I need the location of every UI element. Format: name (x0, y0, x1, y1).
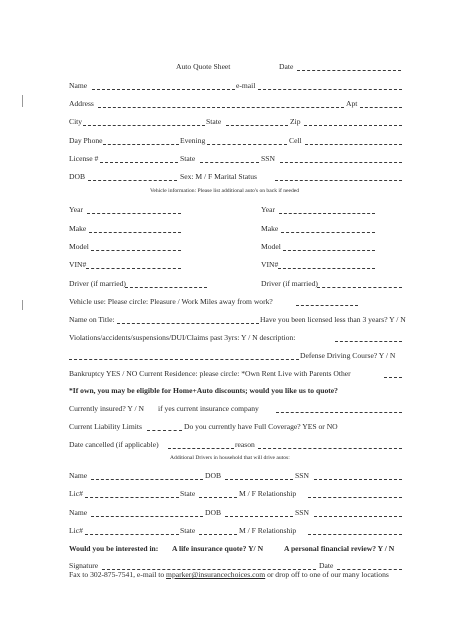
defense-course-question: Defense Driving Course? Y / N (300, 351, 396, 360)
reason-field[interactable] (258, 448, 402, 449)
full-coverage-question: Do you currently have Full Coverage? YES or NO (184, 422, 338, 431)
date-field[interactable] (297, 70, 401, 71)
driver2-ssn-label: SSN (295, 508, 309, 517)
driver1-ssn-field[interactable] (314, 479, 402, 480)
insurance-company-field[interactable] (276, 412, 402, 413)
cell-label: Cell (289, 136, 302, 145)
driver2-name-field[interactable] (91, 516, 203, 517)
bankruptcy-residence-label: Bankruptcy YES / NO Current Residence: please circle: *Own Rent Live with Parents Other (69, 369, 351, 378)
sex-marital-label: Sex: M / F Marital Status (180, 172, 257, 181)
home-auto-discount-note: *If own, you may be eligible for Home+Auto discounts; would you like us to quote? (69, 386, 338, 395)
signature-label: Signature (69, 561, 99, 570)
vin-label-1: VIN# (69, 260, 87, 269)
scan-mark (22, 95, 23, 107)
vin-field-2[interactable] (278, 268, 375, 269)
model-field-1[interactable] (91, 250, 181, 251)
additional-drivers-note: Additional Drivers in household that will drive autos: (170, 455, 290, 461)
date-cancelled-label: Date cancelled (if applicable) (69, 440, 159, 449)
driver1-state-label: State (180, 489, 196, 498)
model-label-1: Model (69, 242, 89, 251)
year-field-1[interactable] (87, 213, 181, 214)
footer-instructions (69, 571, 389, 579)
violations-field-cont[interactable] (69, 359, 299, 360)
year-label-2: Year (261, 205, 275, 214)
year-field-2[interactable] (279, 213, 375, 214)
driver2-state-label: State (180, 526, 196, 535)
violations-label: Violations/accidents/suspensions/DUI/Claims past 3yrs: Y / N description: (69, 333, 296, 342)
evening-field[interactable] (207, 144, 287, 145)
driver2-name-label: Name (69, 508, 88, 517)
vin-field-1[interactable] (86, 268, 181, 269)
driver2-lic-field[interactable] (85, 534, 179, 535)
marital-status-field[interactable] (275, 180, 402, 181)
name-label: Name (69, 81, 88, 90)
footer-email-link[interactable]: mparker@insurancechoices.com (166, 570, 266, 579)
driver1-name-field[interactable] (91, 479, 203, 480)
license-state-field[interactable] (200, 162, 259, 163)
driver2-state-field[interactable] (199, 534, 237, 535)
vehicle-info-note: Vehicle information: Please list additional auto's on back if needed (150, 188, 300, 194)
license-state-label: State (180, 154, 196, 163)
day-phone-label: Day Phone (69, 136, 103, 145)
name-on-title-label: Name on Title: (69, 315, 115, 324)
license-label: License # (69, 154, 99, 163)
interest-label: Would you be interested in: (69, 544, 159, 553)
driver1-lic-field[interactable] (85, 497, 179, 498)
driver-label-1: Driver (if married) (69, 279, 126, 288)
other-residence-field[interactable] (384, 377, 402, 378)
zip-field[interactable] (304, 125, 402, 126)
model-label-2: Model (261, 242, 281, 251)
dob-label: DOB (69, 172, 86, 181)
form-title: Auto Quote Sheet (176, 62, 231, 71)
driver1-ssn-label: SSN (295, 471, 309, 480)
driver2-dob-label: DOB (205, 508, 222, 517)
financial-review-question: A personal financial review? Y / N (284, 544, 395, 553)
driver1-state-field[interactable] (199, 497, 237, 498)
city-label: City (69, 117, 83, 126)
make-field-2[interactable] (281, 232, 375, 233)
make-label-2: Make (261, 224, 279, 233)
scan-mark (22, 300, 23, 310)
driver2-lic-label: Lic# (69, 526, 83, 535)
driver1-relationship-label: M / F Relationship (239, 489, 297, 498)
driver2-ssn-field[interactable] (314, 516, 402, 517)
life-insurance-question: A life insurance quote? Y/ N (172, 544, 264, 553)
violations-field[interactable] (335, 341, 402, 342)
license-field[interactable] (100, 162, 178, 163)
state-field[interactable] (226, 125, 288, 126)
currently-insured-label: Currently insured? Y / N (69, 404, 144, 413)
make-field-1[interactable] (89, 232, 181, 233)
licensed-question: Have you been licensed less than 3 years? Y / N (260, 315, 406, 324)
apt-label: Apt (346, 99, 358, 108)
address-label: Address (69, 99, 94, 108)
vehicle-use-label: Vehicle use: Please circle: Pleasure / Work Miles away from work? (69, 297, 273, 306)
driver-field-2[interactable] (317, 287, 402, 288)
driver-label-2: Driver (if married) (261, 279, 318, 288)
driver2-relationship-label: M / F Relationship (239, 526, 297, 535)
zip-label: Zip (290, 117, 301, 126)
liability-limits-label: Current Liability Limits (69, 422, 142, 431)
evening-label: Evening (180, 136, 206, 145)
address-field[interactable] (98, 107, 344, 108)
driver2-relationship-field[interactable] (308, 534, 402, 535)
driver2-dob-field[interactable] (225, 516, 293, 517)
make-label-1: Make (69, 224, 87, 233)
name-field[interactable] (92, 89, 235, 90)
signature-date-label: Date (319, 561, 334, 570)
city-field[interactable] (83, 125, 205, 126)
driver1-name-label: Name (69, 471, 88, 480)
reason-label: reason (235, 440, 255, 449)
day-phone-field[interactable] (103, 144, 179, 145)
name-on-title-field[interactable] (117, 323, 259, 324)
ssn-field[interactable] (280, 162, 402, 163)
model-field-2[interactable] (283, 250, 375, 251)
driver1-dob-field[interactable] (225, 479, 293, 480)
liability-limits-field[interactable] (147, 430, 182, 431)
vin-label-2: VIN# (261, 260, 279, 269)
cell-field[interactable] (305, 144, 402, 145)
email-field[interactable] (258, 89, 402, 90)
apt-field[interactable] (360, 107, 402, 108)
footer-fax: Fax to 302-875-7541, e-mail to (69, 570, 167, 579)
driver1-dob-label: DOB (205, 471, 222, 480)
footer-suffix: or drop off to one of our many locations (265, 570, 389, 579)
driver1-relationship-field[interactable] (308, 497, 402, 498)
email-label: e-mail (236, 81, 256, 90)
state-label: State (206, 117, 222, 126)
insurance-company-label: if yes current insurance company (158, 404, 259, 413)
date-label: Date (279, 62, 294, 71)
miles-field[interactable] (296, 305, 358, 306)
dob-field[interactable] (88, 180, 177, 181)
date-cancelled-field[interactable] (168, 448, 234, 449)
year-label-1: Year (69, 205, 83, 214)
driver1-lic-label: Lic# (69, 489, 83, 498)
ssn-label: SSN (261, 154, 275, 163)
driver-field-1[interactable] (125, 287, 207, 288)
